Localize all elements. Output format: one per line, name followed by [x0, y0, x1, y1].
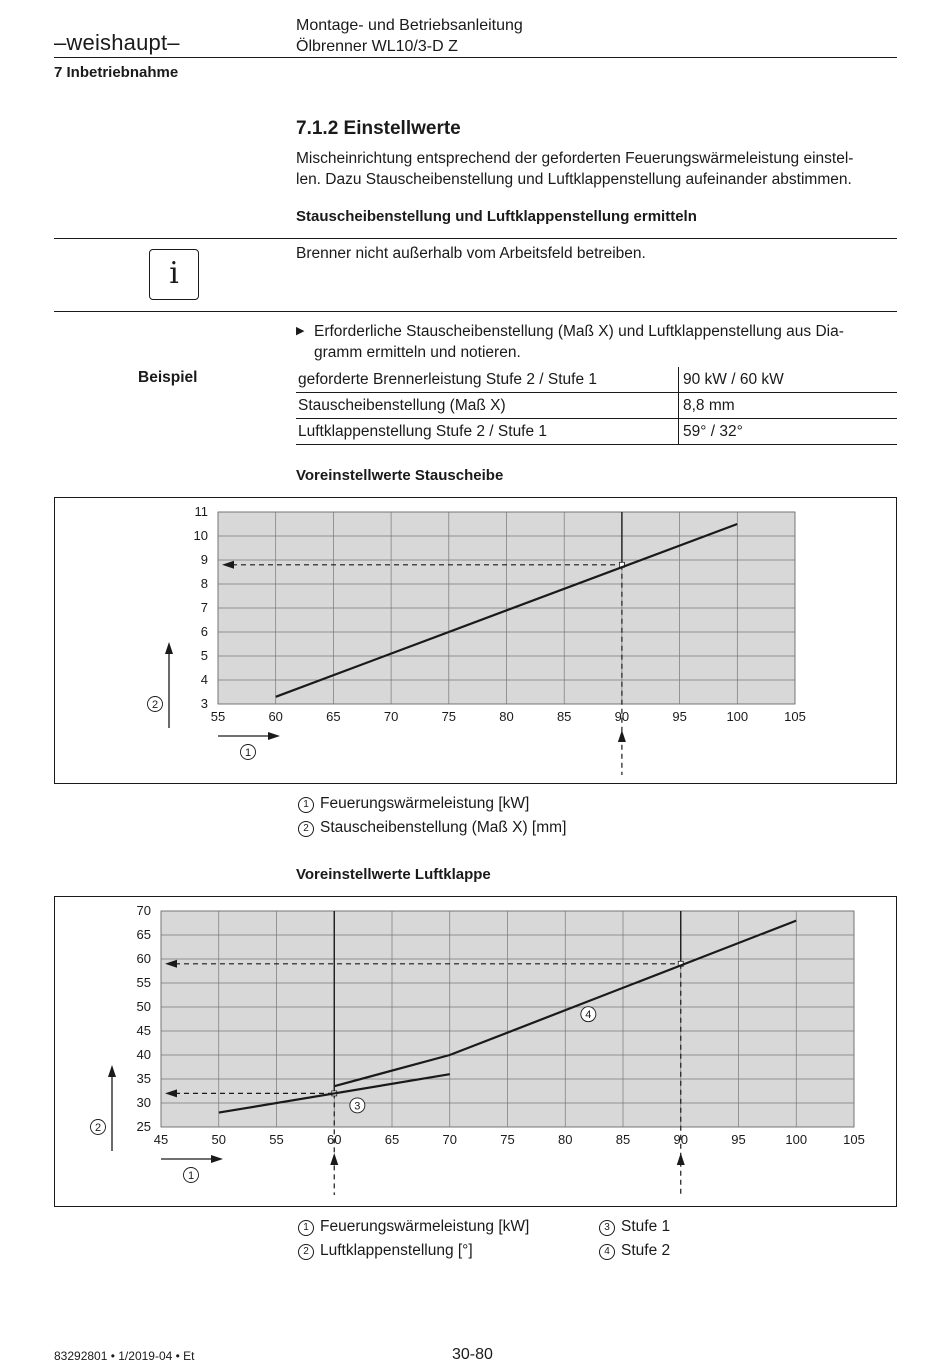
x-tick-label: 85	[615, 1132, 631, 1147]
legend-label: Stufe 2	[621, 1242, 671, 1259]
example-label: Beispiel	[138, 369, 198, 386]
table-cell-param: Luftklappenstellung Stufe 2 / Stufe 1	[296, 419, 679, 445]
legend-label: Luftklappenstellung [°]	[320, 1242, 473, 1259]
luftklappe-chart	[54, 896, 897, 1207]
y-axis-arrow-icon	[108, 1065, 116, 1077]
x-tick-label: 70	[442, 1132, 457, 1147]
y-tick-label: 9	[200, 552, 208, 567]
x-tick-label: 90	[614, 709, 630, 724]
x-tick-label: 55	[210, 709, 226, 724]
footer-page-number: 30-80	[452, 1346, 493, 1363]
x-tick-label: 105	[784, 709, 806, 724]
reference-arrow-up-icon	[330, 1153, 338, 1165]
y-tick-label: 3	[200, 696, 208, 711]
y-tick-label: 55	[136, 975, 151, 990]
chart2-legend-item	[599, 1242, 670, 1260]
document-title-line1: Montage- und Betriebsanleitung	[296, 17, 523, 34]
legend-marker: 2	[298, 1244, 314, 1260]
x-tick-label: 85	[556, 709, 572, 724]
table-cell-param: geforderte Brennerleistung Stufe 2 / Stufe 1	[296, 367, 679, 393]
reference-arrow-up-icon	[618, 730, 626, 742]
chart1-legend-item	[298, 819, 566, 837]
intro-line1: Mischeinrichtung entsprechend der geforderten Feuerungswärmeleistung einstel-	[296, 150, 854, 167]
y-tick-label: 11	[194, 504, 208, 519]
table-row	[296, 393, 897, 419]
x-tick-label: 60	[268, 709, 283, 724]
y-tick-label: 6	[200, 624, 208, 639]
section-title: 7.1.2 Einstellwerte	[296, 118, 461, 139]
y-tick-label: 45	[136, 1023, 151, 1038]
x-axis-arrow-icon	[211, 1155, 223, 1163]
table-cell-param: Stauscheibenstellung (Maß X)	[296, 393, 679, 419]
y-tick-label: 40	[136, 1047, 151, 1062]
series-marker: 3	[354, 1100, 361, 1113]
x-tick-label: 65	[384, 1132, 400, 1147]
table-row	[296, 419, 897, 445]
info-note: Brenner nicht außerhalb vom Arbeitsfeld betreiben.	[296, 245, 646, 262]
y-axis-arrow-icon	[165, 642, 173, 654]
x-tick-label: 95	[731, 1132, 746, 1147]
legend-marker: 4	[599, 1244, 615, 1260]
legend-marker: 1	[298, 1220, 314, 1236]
x-tick-label: 55	[269, 1132, 284, 1147]
y-tick-label: 30	[136, 1095, 151, 1110]
legend-label: Stufe 1	[621, 1218, 671, 1235]
y-axis-marker: 2	[94, 1122, 102, 1134]
x-axis-marker: 1	[187, 1170, 195, 1182]
x-axis-marker: 1	[244, 747, 252, 759]
chart1-title: Voreinstellwerte Stauscheibe	[296, 467, 504, 484]
y-tick-label: 8	[200, 576, 208, 591]
stauscheibe-chart	[54, 497, 897, 784]
chapter-heading: 7 Inbetriebnahme	[54, 64, 179, 81]
legend-label: Feuerungswärmeleistung [kW]	[320, 795, 530, 812]
info-bottom-rule	[54, 311, 897, 312]
instruction-line1: Erforderliche Stauscheibenstellung (Maß X) und Luftklappenstellung aus Dia-	[314, 323, 844, 340]
y-tick-label: 5	[200, 648, 208, 663]
document-title-line2: Ölbrenner WL10/3-D Z	[296, 38, 458, 55]
y-tick-label: 7	[200, 600, 208, 615]
chart2-legend-item	[298, 1218, 529, 1236]
reference-arrow-up-icon	[677, 1153, 685, 1165]
y-tick-label: 65	[136, 927, 151, 942]
legend-label: Feuerungswärmeleistung [kW]	[320, 1218, 530, 1235]
x-tick-label: 80	[499, 709, 514, 724]
legend-marker: 3	[599, 1220, 615, 1236]
table-cell-value: 8,8 mm	[679, 393, 898, 419]
y-tick-label: 50	[136, 999, 151, 1014]
x-tick-label: 105	[843, 1132, 865, 1147]
footer-document-code: 83292801 • 1/2019-04 • Et	[54, 1349, 195, 1363]
legend-label: Stauscheibenstellung (Maß X) [mm]	[320, 819, 567, 836]
triangle-bullet-icon: ▶	[296, 325, 305, 337]
header-divider	[54, 57, 897, 58]
instruction-line2: gramm ermitteln und notieren.	[314, 344, 521, 361]
table-row	[296, 367, 897, 393]
y-tick-label: 70	[136, 903, 151, 918]
x-tick-label: 100	[726, 709, 749, 724]
x-tick-label: 75	[441, 709, 457, 724]
section-intro	[296, 148, 892, 190]
x-tick-label: 100	[785, 1132, 808, 1147]
x-tick-label: 95	[672, 709, 687, 724]
chart1-legend-item	[298, 795, 529, 813]
y-axis-marker: 2	[151, 699, 159, 711]
example-table	[296, 367, 897, 445]
weishaupt-logo: –weishaupt–	[54, 30, 180, 55]
info-icon: i	[149, 249, 199, 300]
x-axis-arrow-icon	[268, 732, 280, 740]
y-tick-label: 35	[136, 1071, 151, 1086]
chart2-title: Voreinstellwerte Luftklappe	[296, 866, 491, 883]
legend-marker: 2	[298, 821, 314, 837]
instruction-step	[296, 321, 886, 363]
table-cell-value: 59° / 32°	[679, 419, 898, 445]
chart2-legend-item	[599, 1218, 670, 1236]
chart2-legend-item	[298, 1242, 473, 1260]
x-tick-label: 50	[211, 1132, 226, 1147]
y-tick-label: 10	[193, 528, 208, 543]
series-marker: 4	[585, 1009, 592, 1022]
intro-line2: len. Dazu Stauscheibenstellung und Luftklappenstellung aufeinander abstimmen.	[296, 171, 852, 188]
x-tick-label: 90	[673, 1132, 688, 1147]
x-tick-label: 60	[327, 1132, 342, 1147]
x-tick-label: 70	[383, 709, 399, 724]
x-tick-label: 80	[558, 1132, 573, 1147]
info-top-rule	[54, 238, 897, 239]
y-tick-label: 4	[200, 672, 208, 687]
x-tick-label: 65	[326, 709, 341, 724]
legend-marker: 1	[298, 797, 314, 813]
x-tick-label: 45	[153, 1132, 169, 1147]
subsection-title: Stauscheibenstellung und Luftklappenstellung ermitteln	[296, 208, 697, 225]
document-title	[296, 15, 523, 57]
y-tick-label: 25	[136, 1119, 151, 1134]
table-cell-value: 90 kW / 60 kW	[679, 367, 898, 393]
x-tick-label: 75	[500, 1132, 515, 1147]
y-tick-label: 60	[136, 951, 151, 966]
